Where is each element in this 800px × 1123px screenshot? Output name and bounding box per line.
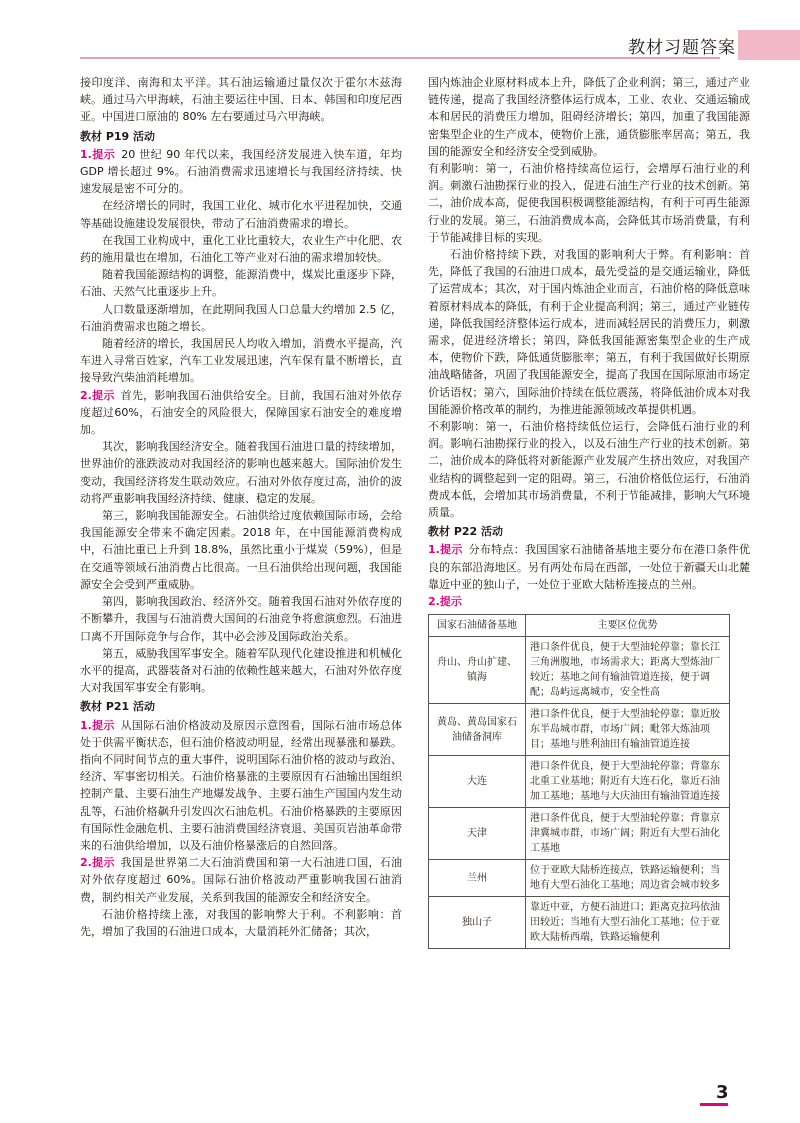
header-divider xyxy=(80,57,720,59)
section-heading-p21: 教材 P21 活动 xyxy=(80,700,156,714)
continued-paragraph-3: 石油价格持续下跌，对我国的影响利大于弊。有利影响：首先，降低了我国的石油进口成本，最先受益的是交通运输业，降低了运营成本；其次，对于国内炼油企业而言，石油价格的降低意味着原材料成本的降低，有利于企业提高利润；第三，通过产业链传递，降低我国经济整体运行成本，进而减轻居民的消费压力，刺激需求，促进经济增长；第四，降低我国能源密集型企业的生产成本，使物价下跌，降低通货膨胀率；第五，有利于我国做好长期原油战略储备，巩固了我国能源安全，提高了我国在国际原油市场定价话语权；第六，国际油价持续在低位震荡，将降低油价成本对我国能源价格改革的制约，为推进能源领域改革提供机遇。 xyxy=(428,248,750,416)
table-cell-advantage: 港口条件优良，便于大型油轮停靠；靠长江三角洲腹地，市场需求大；距离大型炼油厂较近；基地之间有输油管道连接，便于调配；岛屿远离城市，安全性高 xyxy=(526,637,730,704)
continued-paragraph-4: 不利影响：第一，石油价格持续低位运行，会降低石油行业的利润。影响石油勘探行业的投入，以及石油生产行业的技术创新。第二，油价成本的降低将对新能源产业发展产生挤出效应，对我国产业结构的调整起到一定的阻碍。第三，石油价格低位运行，石油消费成本低，会增加其市场消费量，不利于节能减排，影响大气环境质量。 xyxy=(428,420,750,520)
p19-answer-1-para-3: 在我国工业构成中，重化工业比重较大，农业生产中化肥、农药的施用量也在增加，石油化工等产业对石油的需求增加较快。 xyxy=(80,233,402,265)
p19-answer-1-para-2: 在经济增长的同时，我国工业化、城市化水平进程加快，交通等基础设施建设发展很快，带动了石油消费需求的增长。 xyxy=(80,199,402,230)
p19-answer-1-para-6: 随着经济的增长，我国居民人均收入增加，消费水平提高，汽车进入寻常百姓家，汽车工业发展迅速，汽车保有量不断增长，直接导致汽柴油消耗增加。 xyxy=(80,337,402,385)
table-header-cell: 主要区位优势 xyxy=(526,615,730,637)
continued-paragraph-1: 国内炼油企业原材料成本上升，降低了企业利润；第三，通过产业链传递，提高了我国经济整体运行成本，工业、农业、交通运输成本和居民的消费压力增加，阻碍经济增长；第四，加重了我国能源密集型企业的生产成本，使物价上涨，通货膨胀率居高；第五，我国的能源安全和经济安全受到威胁。 xyxy=(428,76,750,158)
table-row xyxy=(429,808,730,860)
p19-answer-2-para-5: 第五，威胁我国军事安全。随着军队现代化建设推进和机械化水平的提高，武器装备对石油的依赖性越来越大，石油对外依存度大对我国军事安全有影响。 xyxy=(80,646,402,695)
p21-answer-2-para-1: 2.提示 我国是世界第二大石油消费国和第一大石油进口国，石油对外依存度超过 60%。国际石油价格波动严重影响我国石油消费，制约相关产业发展，关系到我国的能源安全和经济安全。 xyxy=(80,856,402,904)
table-cell-base: 天津 xyxy=(429,808,526,860)
p22-answer-1: 1.提示 分布特点：我国国家石油储备基地主要分布在港口条件优良的东部沿海地区。另有两处布局在西部，一处位于新疆天山北麓靠近中亚的独山子，一处位于亚欧大陆桥连接点的兰州。 xyxy=(428,543,750,591)
table-row xyxy=(429,860,730,897)
page-number: 3 xyxy=(716,1082,729,1103)
p19-answer-2-para-3: 第三，影响我国能源安全。石油供给过度依赖国际市场，会给我国能源安全带来不确定因素。2018 年，在中国能源消费构成中，石油比重已上升到 18.8%，虽然比重小于煤炭（59%），但是在交通等领域石油消费占比很高。一旦石油供给出现问题，我国能源安全会受到严重威胁。 xyxy=(80,509,402,591)
table-row xyxy=(429,637,730,704)
page-header-title: 教材习题答案 xyxy=(628,38,736,58)
p19-answer-2-para-2: 其次，影响我国经济安全。随着我国石油进口量的持续增加，世界油价的涨跌波动对我国经济的影响也越来越大。国际油价发生变动，我国经济将发生联动效应。石油对外依存度过高，油价的波动将严重影响我国经济持续、健康、稳定的发展。 xyxy=(80,440,402,505)
hint-tag: 2.提示 xyxy=(80,388,115,402)
table-cell-advantage: 港口条件优良，便于大型油轮停靠；靠近胶东半岛城市群，市场广阔；毗邻大炼油项目；基地与胜利油田有输油管道连接 xyxy=(526,704,730,756)
hint-tag: 2.提示 xyxy=(80,856,115,870)
hint-tag: 1.提示 xyxy=(80,718,115,732)
table-header-row xyxy=(429,615,730,637)
table-row xyxy=(429,897,730,949)
table-cell-advantage: 港口条件优良，便于大型油轮停靠；背靠京津冀城市群，市场广阔；附近有大型石油化工基地 xyxy=(526,808,730,860)
table-cell-advantage: 港口条件优良，便于大型油轮停靠；背靠东北重工业基地；附近有大连石化，靠近石油加工基地；基地与大庆油田有输油管道连接 xyxy=(526,756,730,808)
table-cell-base: 黄岛、黄岛国家石油储备洞库 xyxy=(429,704,526,756)
oil-reserve-bases-table xyxy=(428,614,730,949)
intro-paragraph: 接印度洋、南海和太平洋。其石油运输通过量仅次于霍尔木兹海峡。通过马六甲海峡，石油主要运往中国、日本、韩国和印度尼西亚。中国进口原油的 80% 左右要通过马六甲海峡。 xyxy=(80,76,402,124)
p21-answer-2-para-2: 石油价格持续上涨，对我国的影响弊大于利。不利影响：首先，增加了我国的石油进口成本，大量消耗外汇储备；其次， xyxy=(80,907,402,938)
p19-answer-1-para-4: 随着我国能源结构的调整，能源消费中，煤炭比重逐步下降，石油、天然气比重逐步上升。 xyxy=(80,268,402,299)
table-header-cell: 国家石油储备基地 xyxy=(429,615,526,637)
section-heading-p22: 教材 P22 活动 xyxy=(428,525,504,539)
table-row xyxy=(429,756,730,808)
p19-answer-2-para-4: 第四，影响我国政治、经济外交。随着我国石油对外依存度的不断攀升，我国与石油消费大国间的石油竞争将愈演愈烈。石油进口离不开国际竞争与合作，其中必会涉及国际政治关系。 xyxy=(80,595,402,643)
p19-answer-2-para-1: 2.提示 首先，影响我国石油供给安全。目前，我国石油对外依存度超过60%，石油安全的风险很大，保障国家石油安全的难度增加。 xyxy=(80,388,402,437)
p21-answer-1: 1.提示 从国际石油价格波动及原因示意图看，国际石油市场总体处于供需平衡状态，但石油价格波动明显，经常出现暴涨和暴跌。指向不同时间节点的重大事件，说明国际石油价格的波动与政治、经济、军事密切相关。石油价格暴涨的主要原因有石油输出国组织控制产量、主要石油生产地爆发战争、主要石油生产国国内发生动乱等，石油价格飙升引发四次石油危机。石油价格暴跌的主要原因有国际性金融危机、主要石油消费国经济衰退、美国页岩油革命带来的石油供给增加，以及石油价格暴涨后的自然回落。 xyxy=(80,718,402,852)
hint-tag: 1.提示 xyxy=(428,543,463,557)
header-accent-block xyxy=(738,30,800,60)
table-cell-base: 舟山、舟山扩建、镇海 xyxy=(429,637,526,704)
p19-answer-1-para-1: 1.提示 20 世纪 90 年代以来，我国经济发展进入快车道，年均 GDP 增长超过 9%。石油消费需求迅速增长与我国经济持续、快速发展是密不可分的。 xyxy=(80,147,402,196)
table-cell-base: 大连 xyxy=(429,756,526,808)
table-cell-advantage: 靠近中亚，方便石油进口；距离克拉玛依油田较近；当地有大型石油化工基地；位于亚欧大陆桥西端，铁路运输便利 xyxy=(526,897,730,949)
hint-tag: 1.提示 xyxy=(80,147,116,161)
left-column xyxy=(80,74,402,940)
right-column xyxy=(428,74,750,949)
table-cell-base: 独山子 xyxy=(429,897,526,949)
table-cell-base: 兰州 xyxy=(429,860,526,897)
p22-answer-2 xyxy=(428,593,750,610)
section-heading-p19: 教材 P19 活动 xyxy=(80,129,156,143)
continued-paragraph-2: 有利影响：第一，石油价格持续高位运行，会增厚石油行业的利润。刺激石油勘探行业的投入，促进石油生产行业的技术创新。第二，油价成本高，促使我国积极调整能源结构，有利于可再生能源行业的发展。第三，石油消费成本高，会降低其市场消费量，有利于节能减排目标的实现。 xyxy=(428,162,750,244)
page-number-underline xyxy=(700,1103,728,1106)
hint-tag: 2.提示 xyxy=(428,595,462,609)
table-cell-advantage: 位于亚欧大陆桥连接点，铁路运输便利；当地有大型石油化工基地；周边省会城市较多 xyxy=(526,860,730,897)
table-row xyxy=(429,704,730,756)
p19-answer-1-para-5: 人口数量逐渐增加，在此期间我国人口总量大约增加 2.5 亿，石油消费需求也随之增长。 xyxy=(80,302,402,333)
